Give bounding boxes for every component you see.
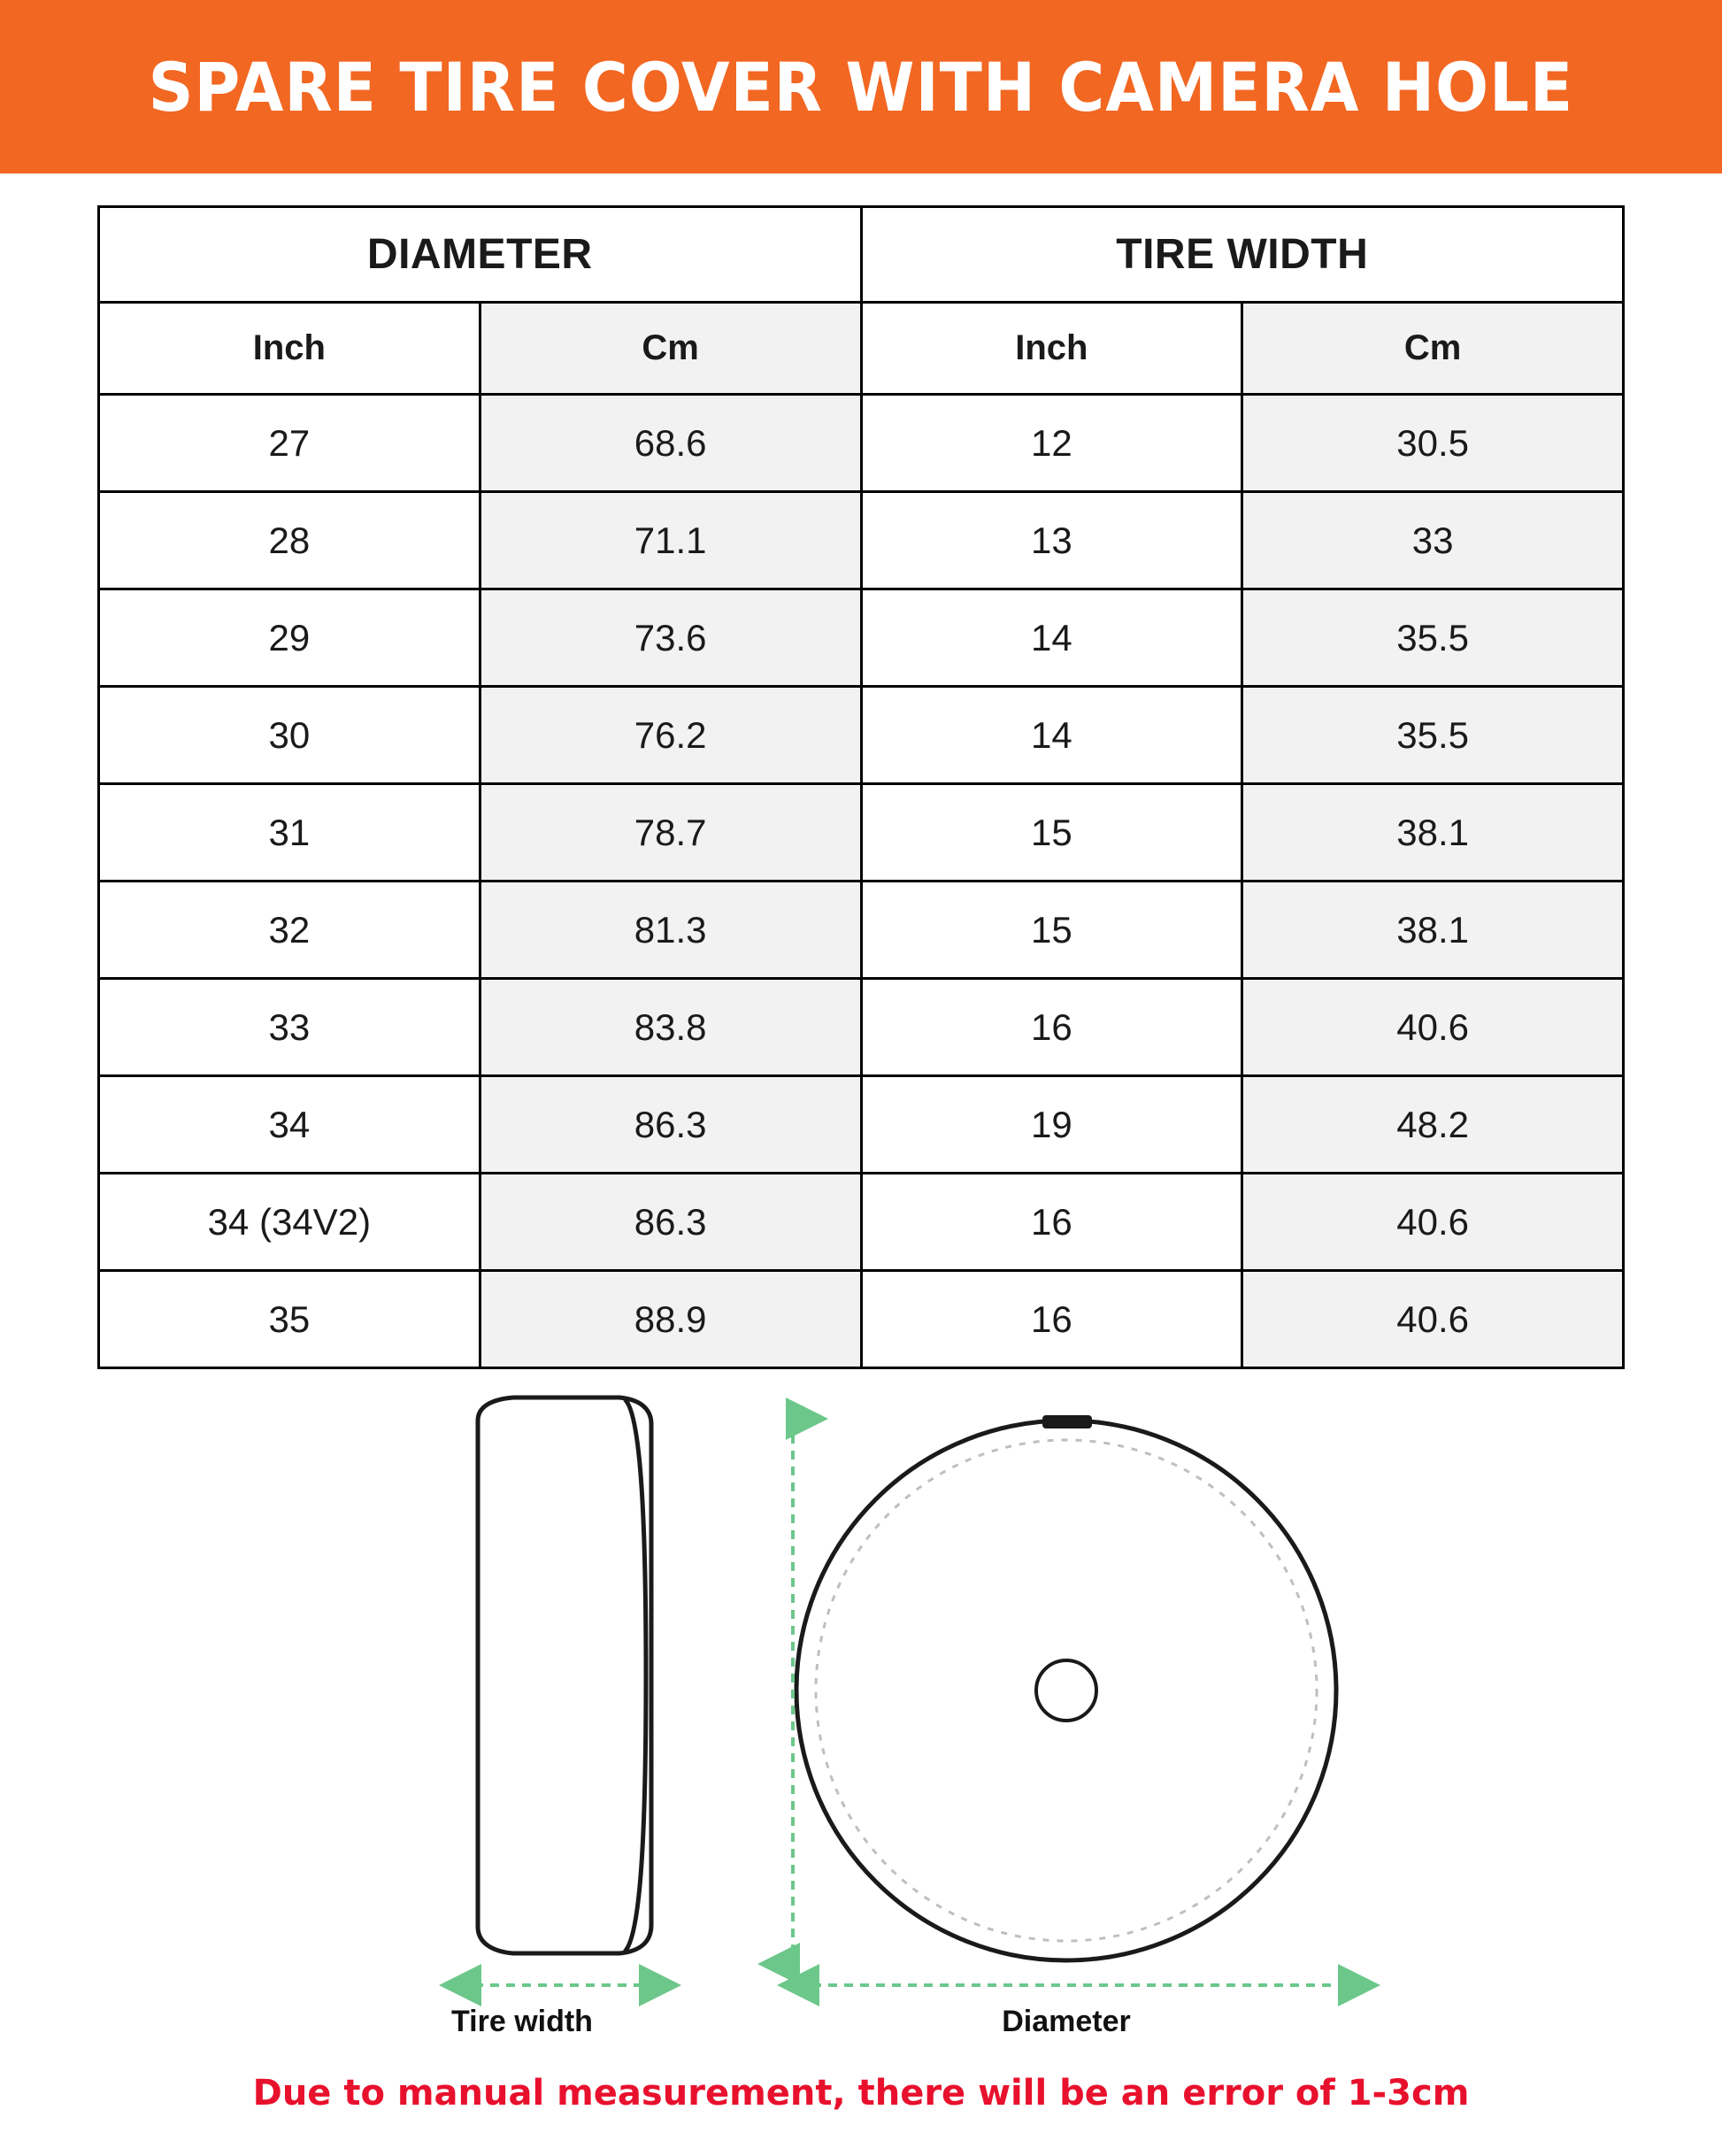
cell-diameter-cm: 71.1: [480, 492, 861, 589]
table-row: [99, 1271, 1624, 1368]
cell-width-cm: 38.1: [1242, 784, 1624, 882]
camera-hole-icon: [1042, 1415, 1092, 1428]
table-row: [99, 395, 1624, 492]
table-row: [99, 1174, 1624, 1271]
cell-diameter-cm: 81.3: [480, 882, 861, 979]
cell-diameter-inch: 34: [99, 1076, 480, 1174]
cell-diameter-cm: 76.2: [480, 687, 861, 784]
unit-header-diameter-inch: Inch: [99, 303, 480, 395]
cell-width-inch: 14: [861, 687, 1242, 784]
cell-diameter-inch: 28: [99, 492, 480, 589]
cell-width-cm: 30.5: [1242, 395, 1624, 492]
cell-diameter-cm: 73.6: [480, 589, 861, 687]
product-diagram: [0, 1394, 1722, 2049]
cell-width-cm: 33: [1242, 492, 1624, 589]
cell-width-cm: 48.2: [1242, 1076, 1624, 1174]
cell-diameter-cm: 78.7: [480, 784, 861, 882]
front-view-cover: [796, 1415, 1336, 1960]
table-body: [99, 395, 1624, 1368]
table-row: [99, 687, 1624, 784]
cell-width-cm: 40.6: [1242, 1271, 1624, 1368]
cell-diameter-inch: 27: [99, 395, 480, 492]
cell-width-cm: 40.6: [1242, 979, 1624, 1076]
cell-diameter-cm: 83.8: [480, 979, 861, 1076]
size-table-container: [97, 205, 1625, 1369]
table-row: [99, 784, 1624, 882]
table-row: [99, 882, 1624, 979]
size-table: [97, 205, 1625, 1369]
cell-diameter-inch: 31: [99, 784, 480, 882]
cell-diameter-inch: 35: [99, 1271, 480, 1368]
unit-header-diameter-cm: Cm: [480, 303, 861, 395]
cell-diameter-cm: 68.6: [480, 395, 861, 492]
cell-diameter-inch: 30: [99, 687, 480, 784]
table-unit-header-row: [99, 303, 1624, 395]
center-hole-icon: [1036, 1660, 1096, 1721]
cell-diameter-cm: 88.9: [480, 1271, 861, 1368]
cell-diameter-inch: 33: [99, 979, 480, 1076]
group-header-diameter: DIAMETER: [99, 207, 862, 303]
measurement-disclaimer: Due to manual measurement, there will be an error of 1-3cm: [252, 2073, 1470, 2114]
cell-diameter-cm: 86.3: [480, 1174, 861, 1271]
page-title: SPARE TIRE COVER WITH CAMERA HOLE: [148, 47, 1574, 127]
header-banner: [0, 0, 1722, 173]
cell-width-inch: 14: [861, 589, 1242, 687]
cell-diameter-inch: 29: [99, 589, 480, 687]
cell-width-inch: 16: [861, 1174, 1242, 1271]
table-row: [99, 492, 1624, 589]
table-group-header-row: [99, 207, 1624, 303]
table-row: [99, 589, 1624, 687]
cell-diameter-inch: 34 (34V2): [99, 1174, 480, 1271]
cell-width-inch: 16: [861, 979, 1242, 1076]
cell-width-inch: 13: [861, 492, 1242, 589]
front-view-caption: Diameter: [1002, 2005, 1131, 2038]
cell-width-cm: 38.1: [1242, 882, 1624, 979]
cell-width-inch: 19: [861, 1076, 1242, 1174]
group-header-tire-width: TIRE WIDTH: [861, 207, 1624, 303]
cell-width-inch: 15: [861, 784, 1242, 882]
cell-diameter-cm: 86.3: [480, 1076, 861, 1174]
cell-width-inch: 16: [861, 1271, 1242, 1368]
cell-width-cm: 35.5: [1242, 589, 1624, 687]
cell-width-cm: 40.6: [1242, 1174, 1624, 1271]
diagram-svg: [0, 1394, 1722, 2049]
table-row: [99, 979, 1624, 1076]
cell-width-inch: 12: [861, 395, 1242, 492]
cell-diameter-inch: 32: [99, 882, 480, 979]
side-view-cover: [478, 1398, 651, 1953]
unit-header-width-cm: Cm: [1242, 303, 1624, 395]
cell-width-cm: 35.5: [1242, 687, 1624, 784]
unit-header-width-inch: Inch: [861, 303, 1242, 395]
table-row: [99, 1076, 1624, 1174]
side-view-caption: Tire width: [451, 2005, 593, 2038]
cell-width-inch: 15: [861, 882, 1242, 979]
